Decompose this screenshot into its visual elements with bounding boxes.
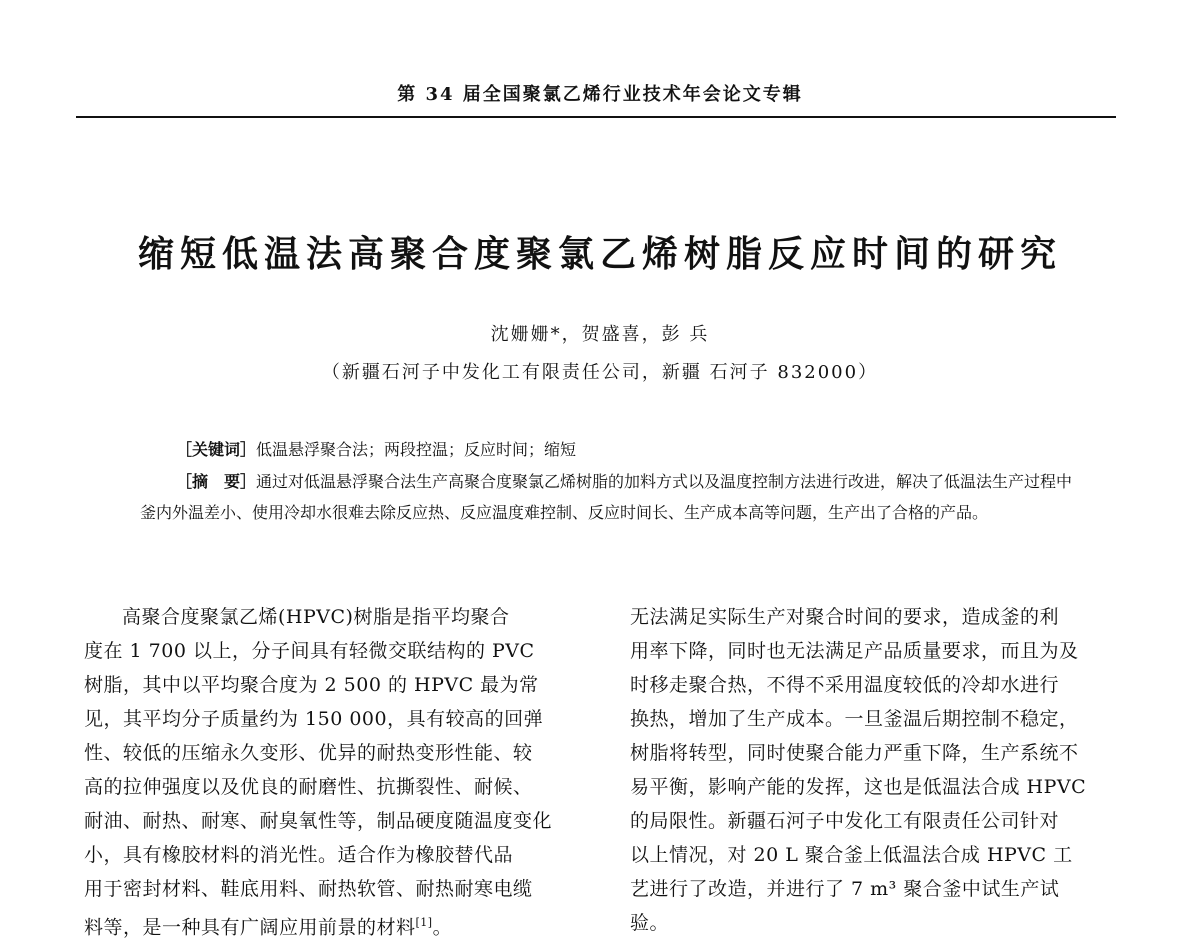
body-line: 验。 [630, 912, 670, 934]
body-line: 小，具有橡胶材料的消光性。适合作为橡胶替代品 [84, 844, 514, 866]
paper-affiliation: （新疆石河子中发化工有限责任公司，新疆 石河子 832000） [321, 362, 879, 383]
body-line-text: 料等，是一种具有广阔应用前景的材料 [84, 916, 416, 939]
body-line-end: 。 [432, 916, 453, 939]
body-left-column [84, 600, 584, 944]
body-line: 以上情况，对 20 L 聚合釜上低温法合成 HPVC 工 [630, 844, 1073, 866]
abstract-text: 通过对低温悬浮聚合法生产高聚合度聚氯乙烯树脂的加料方式以及温度控制方法进行改进，解决了低温法生产过程中釜内外温差小、使用冷却水很难去除反应热、反应温度难控制、反应时间长、生产成本高等问题，生产出了合格的产品。 [140, 472, 1073, 522]
body-right-column [630, 600, 1130, 940]
body-line: 高聚合度聚氯乙烯(HPVC)树脂是指平均聚合 [122, 606, 510, 628]
abstract-label: ［摘 要］ [176, 472, 257, 491]
body-line: 换热，增加了生产成本。一旦釜温后期控制不稳定， [630, 708, 1079, 730]
body-line: 艺进行了改造，并进行了 7 m³ 聚合釜中试生产试 [630, 878, 1060, 900]
citation-ref: [1] [415, 916, 433, 929]
body-line: 耐油、耐热、耐寒、耐臭氧性等，制品硬度随温度变化 [84, 810, 553, 832]
body-line: 树脂将转型，同时使聚合能力严重下降，生产系统不 [630, 742, 1079, 764]
body-line: 用于密封材料、鞋底用料、耐热软管、耐热耐寒电缆 [84, 878, 533, 900]
paper-title: 缩短低温法高聚合度聚氯乙烯树脂反应时间的研究 [137, 233, 1062, 275]
body-line: 的局限性。新疆石河子中发化工有限责任公司针对 [630, 810, 1060, 832]
body-line: 性、较低的压缩永久变形、优异的耐热变形性能、较 [84, 742, 533, 764]
body-line: 度在 1 700 以上，分子间具有轻微交联结构的 PVC [84, 640, 535, 662]
keywords-text: 低温悬浮聚合法；两段控温；反应时间；缩短 [256, 440, 577, 459]
body-line: 易平衡，影响产能的发挥，这也是低温法合成 HPVC [630, 776, 1087, 798]
body-line: 无法满足实际生产对聚合时间的要求，造成釜的利 [630, 606, 1060, 628]
body-line: 时移走聚合热，不得不采用温度较低的冷却水进行 [630, 674, 1060, 696]
body-line: 高的拉伸强度以及优良的耐磨性、抗撕裂性、耐候、 [84, 776, 533, 798]
body-line: 用率下降，同时也无法满足产品质量要求，而且为及 [630, 640, 1079, 662]
body-line: 树脂，其中以平均聚合度为 2 500 的 HPVC 最为常 [84, 674, 539, 696]
running-header: 第 34 届全国聚氯乙烯行业技术年会论文专辑 [397, 84, 803, 105]
abstract [140, 466, 1080, 528]
paper-authors: 沈姗姗*，贺盛喜，彭 兵 [490, 324, 710, 345]
body-line-last [84, 906, 584, 944]
body-line: 见，其平均分子质量约为 150 000，具有较高的回弹 [84, 708, 544, 730]
keywords-label: ［关键词］ [176, 440, 257, 459]
keywords [176, 437, 576, 460]
header-rule [76, 116, 1116, 118]
